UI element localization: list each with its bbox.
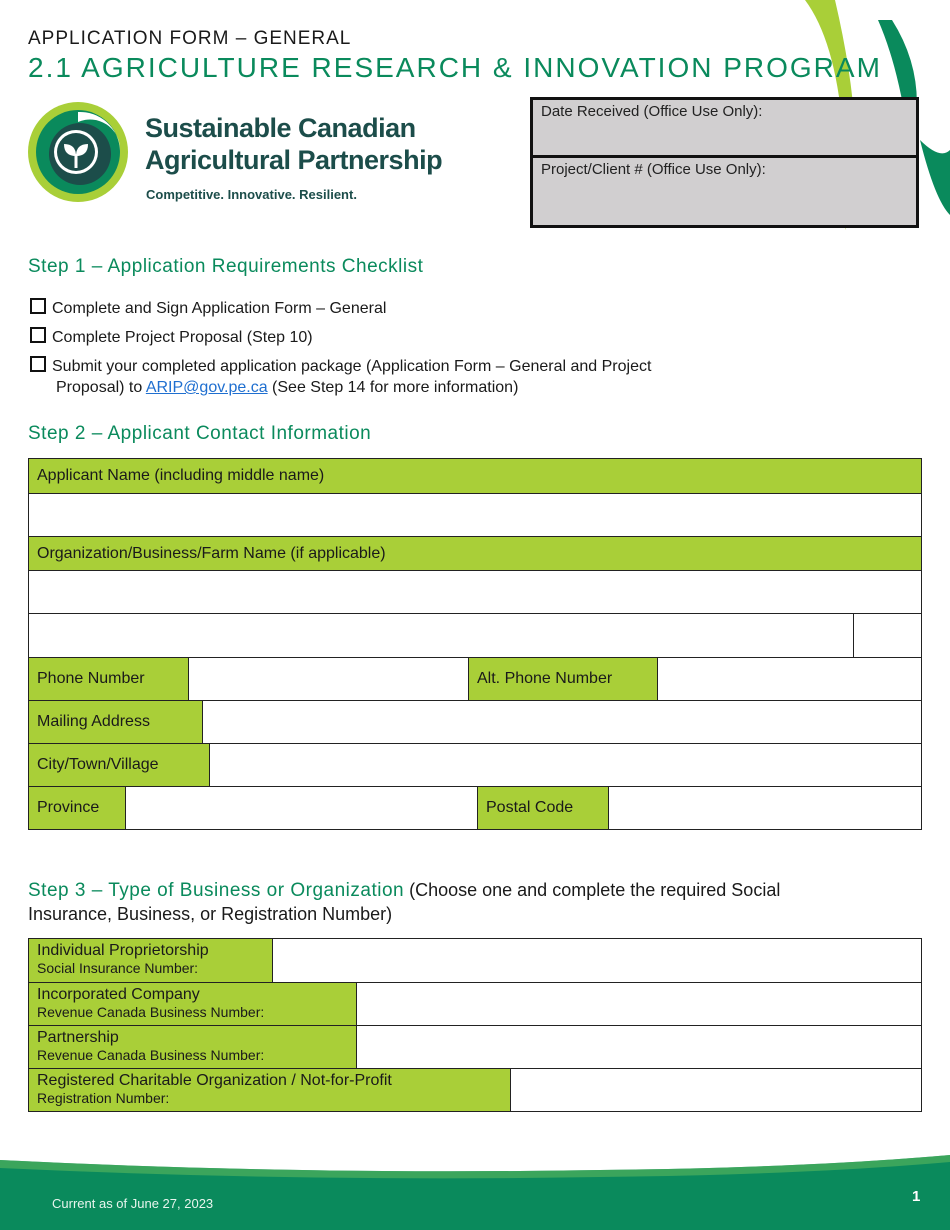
- phone-input[interactable]: [188, 657, 469, 701]
- city-input[interactable]: [209, 743, 922, 787]
- program-title: 2.1 AGRICULTURE RESEARCH & INNOVATION PROGRAM: [28, 52, 882, 83]
- alt-phone-label: Alt. Phone Number: [468, 657, 658, 701]
- page-number: 1: [912, 1188, 921, 1205]
- date-received-label: Date Received (Office Use Only):: [541, 103, 763, 120]
- checkbox-icon[interactable]: [30, 327, 46, 343]
- registration-number-input[interactable]: [510, 1068, 922, 1112]
- step2-heading: Step 2 – Applicant Contact Information: [28, 423, 372, 444]
- postal-code-label: Postal Code: [477, 786, 609, 830]
- partnership-business-number-input[interactable]: [356, 1025, 922, 1069]
- footer-band: [0, 1150, 950, 1230]
- office-use-box: [530, 97, 919, 228]
- business-type-label: Incorporated Company: [37, 986, 200, 1003]
- project-client-label: Project/Client # (Office Use Only):: [541, 161, 766, 178]
- organization-name-input[interactable]: [28, 570, 922, 614]
- form-type-label: APPLICATION FORM – GENERAL: [28, 28, 352, 49]
- organization-extra-input[interactable]: [28, 613, 854, 658]
- submit-text-pre: Proposal) to: [56, 379, 146, 396]
- business-type-incorporated: [28, 982, 357, 1026]
- applicant-name-input[interactable]: [28, 493, 922, 537]
- province-label: Province: [28, 786, 126, 830]
- incorporated-business-number-input[interactable]: [356, 982, 922, 1026]
- step1-heading: Step 1 – Application Requirements Checklist: [28, 256, 424, 277]
- business-type-label: Partnership: [37, 1029, 119, 1046]
- project-client-field[interactable]: [533, 158, 916, 228]
- business-type-individual: [28, 938, 273, 983]
- checklist-item-submit-package[interactable]: [30, 356, 651, 376]
- step3-note-line2: Insurance, Business, or Registration Number): [28, 904, 393, 924]
- business-number-label: Revenue Canada Business Number:: [37, 1047, 265, 1063]
- mailing-address-input[interactable]: [202, 700, 922, 744]
- province-input[interactable]: [125, 786, 478, 830]
- step3-heading: Step 3 – Type of Business or Organization: [28, 880, 405, 901]
- submit-text-post: (See Step 14 for more information): [267, 379, 519, 396]
- current-as-of: Current as of June 27, 2023: [52, 1196, 214, 1211]
- brand-tagline: Competitive. Innovative. Resilient.: [146, 187, 357, 202]
- checkbox-icon[interactable]: [30, 356, 46, 372]
- brand-name-line2: Agricultural Partnership: [145, 145, 443, 175]
- checklist-item-label: Complete Project Proposal (Step 10): [52, 329, 313, 346]
- phone-label: Phone Number: [28, 657, 189, 701]
- checklist-item-project-proposal[interactable]: [30, 327, 313, 347]
- date-received-field[interactable]: [533, 100, 916, 158]
- checklist-item-submit-continued: [56, 379, 518, 397]
- business-type-label: Registered Charitable Organization / Not-for-Profit: [37, 1072, 392, 1089]
- brand-name-line1: Sustainable Canadian: [145, 113, 416, 143]
- business-number-label: Registration Number:: [37, 1090, 170, 1106]
- checklist-item-label: Submit your completed application package (Application Form – General and Project: [52, 358, 652, 375]
- step3-note-line1: (Choose one and complete the required Social: [404, 880, 781, 900]
- checklist-item-sign-form[interactable]: [30, 298, 386, 318]
- email-link[interactable]: ARIP@gov.pe.ca: [145, 379, 268, 396]
- alt-phone-input[interactable]: [657, 657, 922, 701]
- checklist-item-label: Complete and Sign Application Form – General: [52, 300, 387, 317]
- business-type-charitable: [28, 1068, 511, 1112]
- social-insurance-number-input[interactable]: [272, 938, 922, 983]
- business-type-partnership: [28, 1025, 357, 1069]
- step3-heading-line: [28, 880, 780, 902]
- mailing-address-label: Mailing Address: [28, 700, 203, 744]
- partnership-logo-icon: [28, 100, 132, 204]
- organization-extra-small-input[interactable]: [853, 613, 922, 658]
- city-label: City/Town/Village: [28, 743, 210, 787]
- applicant-name-label: Applicant Name (including middle name): [28, 458, 922, 494]
- business-type-label: Individual Proprietorship: [37, 942, 209, 959]
- postal-code-input[interactable]: [608, 786, 922, 830]
- organization-name-label: Organization/Business/Farm Name (if applicable): [28, 536, 922, 571]
- business-number-label: Social Insurance Number:: [37, 960, 199, 976]
- business-number-label: Revenue Canada Business Number:: [37, 1004, 265, 1020]
- checkbox-icon[interactable]: [30, 298, 46, 314]
